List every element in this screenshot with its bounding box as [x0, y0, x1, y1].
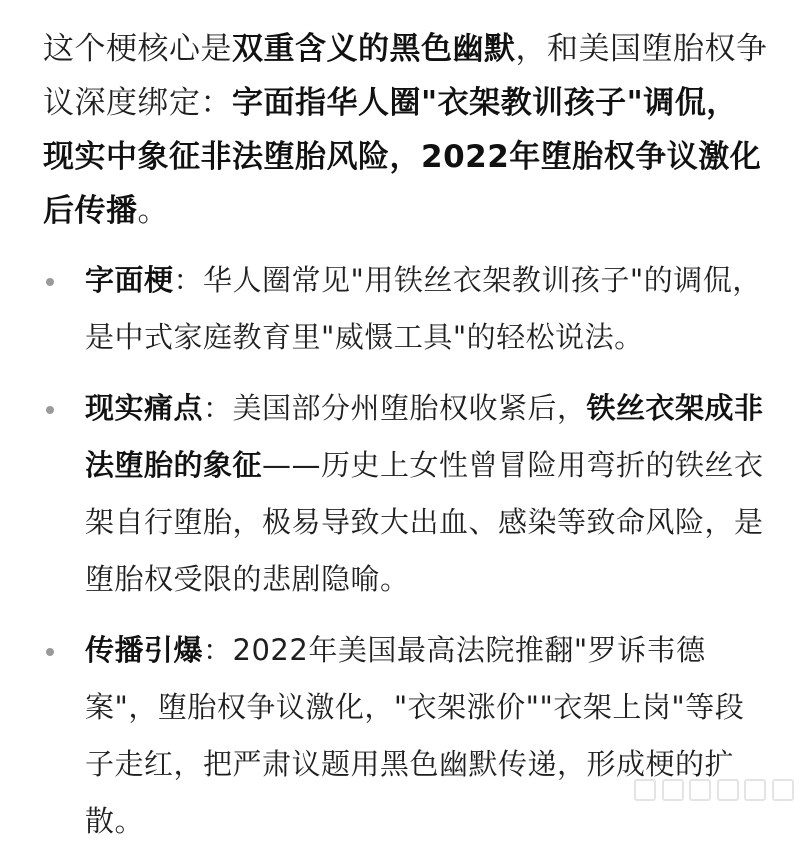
intro-bold-2: 字面指华人圈"衣架教训孩子"调侃，现实中象征非法堕胎风险，2022年堕胎权争议激化后传播 [43, 85, 762, 229]
watermark-block-icon [689, 779, 711, 801]
bullet-bold-phrase: 铁丝衣架成非法堕胎的象征 [85, 391, 764, 482]
bullet-label: 传播引爆 [85, 633, 204, 667]
bullet-dot-icon [46, 278, 54, 286]
bullet-text-continued: ——历史上女性曾冒险用弯折的铁丝衣架自行堕胎，极易导致大出血、感染等致命风险，是堕胎权受限的悲剧隐喻。 [85, 448, 764, 596]
bullet-label: 字面梗 [85, 263, 174, 297]
bullet-list [43, 252, 768, 850]
intro-text-2: ，和美国堕胎权争议深度绑定： [43, 31, 768, 121]
bullet-text: ：美国部分州堕胎权收紧后， [203, 391, 587, 425]
bullet-dot-icon [46, 406, 54, 414]
bullet-text: ：华人圈常见"用铁丝衣架教训孩子"的调侃，是中式家庭教育里"威慑工具"的轻松说法。 [85, 263, 762, 354]
intro-text-1: 这个梗核心是 [43, 31, 232, 67]
list-item [43, 252, 768, 366]
list-item [43, 380, 768, 608]
watermark-block-icon [634, 779, 656, 801]
watermark-block-icon [662, 779, 684, 801]
bullet-label: 现实痛点 [85, 391, 204, 425]
watermark [634, 775, 794, 805]
intro-bold-1: 双重含义的黑色幽默 [232, 31, 516, 67]
intro-paragraph [43, 22, 768, 238]
watermark-block-icon [772, 779, 794, 801]
watermark-block-icon [717, 779, 739, 801]
bullet-text: ：2022年美国最高法院推翻"罗诉韦德案"，堕胎权争议激化，"衣架涨价""衣架上岗"等段子走红，把严肃议题用黑色幽默传递，形成梗的扩散。 [85, 633, 745, 838]
list-item [43, 622, 768, 850]
bullet-dot-icon [46, 648, 54, 656]
watermark-block-icon [744, 779, 766, 801]
intro-text-3: 。 [137, 193, 169, 229]
